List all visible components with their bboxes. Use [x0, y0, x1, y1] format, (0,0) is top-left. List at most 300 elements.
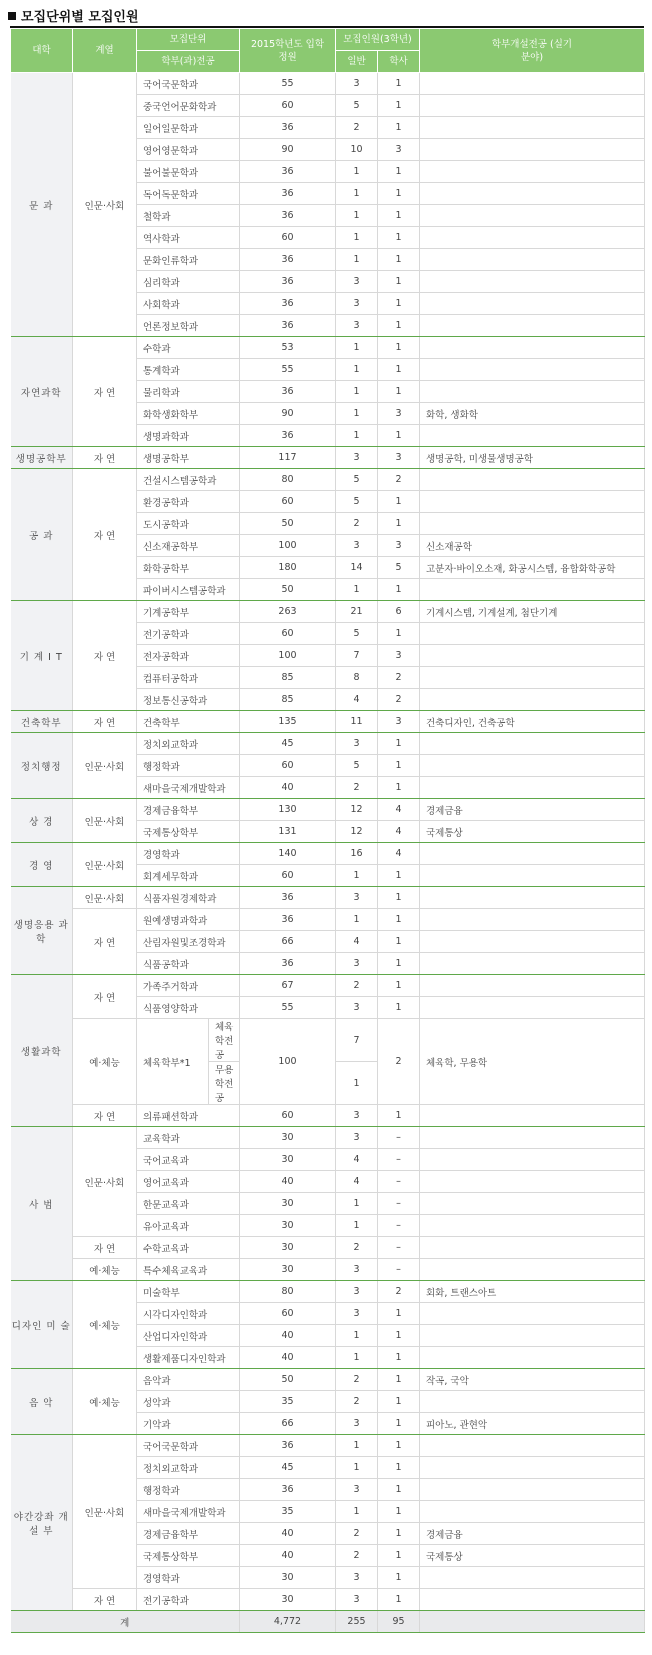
quota-cell: 66 — [240, 931, 336, 953]
majors-cell — [420, 645, 645, 667]
bachelor-cell: 1 — [378, 1435, 420, 1457]
general-cell: 1 — [336, 249, 378, 271]
general-cell: 3 — [336, 1567, 378, 1589]
college-cell: 자연과학 — [11, 337, 73, 447]
general-cell: 1 — [336, 425, 378, 447]
table-row — [11, 337, 645, 359]
college-cell: 생명공학부 — [11, 447, 73, 469]
quota-cell: 36 — [240, 161, 336, 183]
college-cell: 기 계 I T — [11, 601, 73, 711]
quota-cell: 36 — [240, 271, 336, 293]
dept-cell: 식품영양학과 — [137, 997, 240, 1019]
dept-cell: 경영학과 — [137, 1567, 240, 1589]
dept-cell: 영어교육과 — [137, 1171, 240, 1193]
college-cell: 음 악 — [11, 1369, 73, 1435]
majors-cell — [420, 1105, 645, 1127]
quota-cell: 30 — [240, 1589, 336, 1611]
general-cell: 2 — [336, 975, 378, 997]
majors-cell — [420, 887, 645, 909]
majors-cell — [420, 513, 645, 535]
general-cell: 1 — [336, 1215, 378, 1237]
track-cell: 인문·사회 — [73, 1127, 137, 1237]
majors-cell — [420, 1435, 645, 1457]
general-cell: 1 — [336, 1325, 378, 1347]
quota-cell: 60 — [240, 1303, 336, 1325]
general-cell: 1 — [336, 1435, 378, 1457]
total-bachelor: 95 — [378, 1611, 420, 1633]
dept-cell: 행정학과 — [137, 755, 240, 777]
majors-cell: 기계시스템, 기계설계, 첨단기계 — [420, 601, 645, 623]
bachelor-cell: – — [378, 1127, 420, 1149]
majors-cell — [420, 579, 645, 601]
bachelor-cell: 1 — [378, 777, 420, 799]
bachelor-cell: 1 — [378, 975, 420, 997]
header-general: 일반 — [336, 51, 378, 73]
general-cell: 3 — [336, 447, 378, 469]
dept-cell: 회계세무학과 — [137, 865, 240, 887]
dept-cell: 정치외교학과 — [137, 1457, 240, 1479]
quota-cell: 100 — [240, 535, 336, 557]
dept-cell: 전기공학과 — [137, 623, 240, 645]
table-row — [11, 1435, 645, 1457]
majors-cell — [420, 249, 645, 271]
majors-cell — [420, 315, 645, 337]
college-cell: 야간강좌 개 설 부 — [11, 1435, 73, 1611]
majors-cell — [420, 359, 645, 381]
bachelor-cell: 1 — [378, 1347, 420, 1369]
general-cell: 10 — [336, 139, 378, 161]
majors-cell: 고분자·바이오소재, 화공시스템, 융합화학공학 — [420, 557, 645, 579]
majors-cell — [420, 1391, 645, 1413]
general-cell: 2 — [336, 777, 378, 799]
dept-cell: 통계학과 — [137, 359, 240, 381]
quota-cell: 45 — [240, 1457, 336, 1479]
bachelor-cell: 1 — [378, 997, 420, 1019]
general-cell: 3 — [336, 1303, 378, 1325]
majors-cell — [420, 865, 645, 887]
bachelor-cell: 3 — [378, 447, 420, 469]
general-cell: 7 — [336, 645, 378, 667]
dept-cell: 파이버시스템공학과 — [137, 579, 240, 601]
bachelor-cell: 1 — [378, 315, 420, 337]
quota-cell: 263 — [240, 601, 336, 623]
bachelor-cell: 3 — [378, 645, 420, 667]
general-cell: 2 — [336, 513, 378, 535]
bachelor-cell: – — [378, 1149, 420, 1171]
bachelor-cell: 1 — [378, 425, 420, 447]
track-cell: 자 연 — [73, 1237, 137, 1259]
total-general: 255 — [336, 1611, 378, 1633]
quota-cell: 40 — [240, 1171, 336, 1193]
quota-cell: 36 — [240, 249, 336, 271]
quota-cell: 30 — [240, 1149, 336, 1171]
general-cell: 5 — [336, 623, 378, 645]
college-cell: 정치행정 — [11, 733, 73, 799]
dept-cell: 식품자원경제학과 — [137, 887, 240, 909]
bachelor-cell: 1 — [378, 271, 420, 293]
dept-cell: 교육학과 — [137, 1127, 240, 1149]
track-cell: 인문·사회 — [73, 733, 137, 799]
sub-dept-cell: 무용학전공 — [209, 1062, 240, 1105]
table-row — [11, 73, 645, 95]
college-cell: 생명응용 과 학 — [11, 887, 73, 975]
dept-cell: 국제통상학부 — [137, 821, 240, 843]
general-cell: 1 — [336, 161, 378, 183]
bachelor-cell: 2 — [378, 689, 420, 711]
general-cell: 1 — [336, 183, 378, 205]
track-cell: 인문·사회 — [73, 73, 137, 337]
bachelor-cell: 1 — [378, 249, 420, 271]
dept-cell: 역사학과 — [137, 227, 240, 249]
table-row — [11, 733, 645, 755]
dept-cell: 가족주거학과 — [137, 975, 240, 997]
dept-cell: 새마을국제개발학과 — [137, 777, 240, 799]
general-cell: 5 — [336, 469, 378, 491]
table-row — [11, 1019, 645, 1062]
college-cell: 상 경 — [11, 799, 73, 843]
general-cell: 1 — [336, 1062, 378, 1105]
dept-cell: 수학과 — [137, 337, 240, 359]
majors-cell — [420, 843, 645, 865]
quota-cell: 30 — [240, 1567, 336, 1589]
table-row — [11, 711, 645, 733]
total-quota: 4,772 — [240, 1611, 336, 1633]
dept-cell: 생명과학과 — [137, 425, 240, 447]
total-label: 계 — [11, 1611, 240, 1633]
college-cell: 경 영 — [11, 843, 73, 887]
table-row — [11, 469, 645, 491]
general-cell: 5 — [336, 95, 378, 117]
quota-cell: 100 — [240, 645, 336, 667]
bachelor-cell: 1 — [378, 1523, 420, 1545]
bachelor-cell: 1 — [378, 73, 420, 95]
general-cell: 3 — [336, 1589, 378, 1611]
majors-cell — [420, 1127, 645, 1149]
quota-cell: 67 — [240, 975, 336, 997]
quota-cell: 55 — [240, 997, 336, 1019]
bachelor-cell: 1 — [378, 381, 420, 403]
dept-cell: 한문교육과 — [137, 1193, 240, 1215]
quota-cell: 30 — [240, 1237, 336, 1259]
bachelor-cell: 1 — [378, 161, 420, 183]
bachelor-cell: 1 — [378, 1325, 420, 1347]
general-cell: 16 — [336, 843, 378, 865]
dept-cell: 생활제품디자인학과 — [137, 1347, 240, 1369]
general-cell: 3 — [336, 1413, 378, 1435]
quota-cell: 60 — [240, 95, 336, 117]
majors-cell — [420, 1193, 645, 1215]
track-cell: 자 연 — [73, 1105, 137, 1127]
table-row — [11, 799, 645, 821]
quota-cell: 36 — [240, 953, 336, 975]
quota-cell: 60 — [240, 1105, 336, 1127]
majors-cell — [420, 1457, 645, 1479]
bachelor-cell: 4 — [378, 799, 420, 821]
quota-cell: 30 — [240, 1193, 336, 1215]
general-cell: 11 — [336, 711, 378, 733]
dept-cell: 국어국문학과 — [137, 1435, 240, 1457]
majors-cell — [420, 689, 645, 711]
bachelor-cell: 1 — [378, 733, 420, 755]
general-cell: 3 — [336, 887, 378, 909]
general-cell: 1 — [336, 865, 378, 887]
dept-cell: 성악과 — [137, 1391, 240, 1413]
general-cell: 14 — [336, 557, 378, 579]
bachelor-cell: 1 — [378, 1567, 420, 1589]
dept-cell: 기계공학부 — [137, 601, 240, 623]
general-cell: 3 — [336, 953, 378, 975]
general-cell: 2 — [336, 1369, 378, 1391]
dept-cell: 국어교육과 — [137, 1149, 240, 1171]
dept-cell: 언론정보학과 — [137, 315, 240, 337]
dept-cell: 경제금융학부 — [137, 799, 240, 821]
quota-cell: 85 — [240, 667, 336, 689]
general-cell: 3 — [336, 73, 378, 95]
general-cell: 3 — [336, 535, 378, 557]
majors-cell — [420, 425, 645, 447]
bachelor-cell: – — [378, 1171, 420, 1193]
majors-cell — [420, 1325, 645, 1347]
bachelor-cell: 6 — [378, 601, 420, 623]
dept-cell: 원예생명과학과 — [137, 909, 240, 931]
quota-cell: 80 — [240, 1281, 336, 1303]
dept-cell: 철학과 — [137, 205, 240, 227]
header-dept: 학부(과)전공 — [137, 51, 240, 73]
majors-cell — [420, 1171, 645, 1193]
general-cell: 1 — [336, 337, 378, 359]
bachelor-cell: 1 — [378, 1105, 420, 1127]
college-cell: 건축학부 — [11, 711, 73, 733]
general-cell: 3 — [336, 997, 378, 1019]
quota-cell: 117 — [240, 447, 336, 469]
bachelor-cell: 1 — [378, 205, 420, 227]
quota-cell: 36 — [240, 315, 336, 337]
dept-cell: 의류패션학과 — [137, 1105, 240, 1127]
quota-cell: 50 — [240, 1369, 336, 1391]
bachelor-cell: 1 — [378, 1303, 420, 1325]
bachelor-cell: 1 — [378, 865, 420, 887]
general-cell: 3 — [336, 733, 378, 755]
bachelor-cell: 1 — [378, 491, 420, 513]
general-cell: 4 — [336, 689, 378, 711]
general-cell: 1 — [336, 227, 378, 249]
table-row — [11, 1105, 645, 1127]
college-cell: 사 범 — [11, 1127, 73, 1281]
bachelor-cell: 2 — [378, 1019, 420, 1105]
table-row — [11, 1259, 645, 1281]
dept-cell: 정보통신공학과 — [137, 689, 240, 711]
dept-cell: 경제금융학부 — [137, 1523, 240, 1545]
quota-cell: 50 — [240, 579, 336, 601]
general-cell: 3 — [336, 1281, 378, 1303]
header-quota: 2015학년도 입학정원 — [240, 29, 336, 73]
bachelor-cell: – — [378, 1215, 420, 1237]
dept-cell: 도시공학과 — [137, 513, 240, 535]
majors-cell: 신소재공학 — [420, 535, 645, 557]
dept-cell: 건축학부 — [137, 711, 240, 733]
total-majors — [420, 1611, 645, 1633]
quota-cell: 36 — [240, 1479, 336, 1501]
bachelor-cell: 1 — [378, 117, 420, 139]
majors-cell: 국제통상 — [420, 821, 645, 843]
bachelor-cell: – — [378, 1259, 420, 1281]
quota-cell: 30 — [240, 1259, 336, 1281]
majors-cell: 국제통상 — [420, 1545, 645, 1567]
majors-cell — [420, 183, 645, 205]
bachelor-cell: 1 — [378, 359, 420, 381]
table-row — [11, 1369, 645, 1391]
track-cell: 예·체능 — [73, 1369, 137, 1435]
track-cell: 자 연 — [73, 711, 137, 733]
majors-cell — [420, 491, 645, 513]
general-cell: 12 — [336, 821, 378, 843]
quota-cell: 135 — [240, 711, 336, 733]
quota-cell: 60 — [240, 623, 336, 645]
bachelor-cell: 1 — [378, 1479, 420, 1501]
majors-cell — [420, 271, 645, 293]
table-row — [11, 601, 645, 623]
quota-cell: 60 — [240, 227, 336, 249]
majors-cell — [420, 1501, 645, 1523]
header-bachelor: 학사 — [378, 51, 420, 73]
table-row — [11, 1589, 645, 1611]
general-cell: 2 — [336, 1391, 378, 1413]
sub-dept-cell: 체육학전공 — [209, 1019, 240, 1062]
quota-cell: 36 — [240, 887, 336, 909]
dept-cell: 화학생화학부 — [137, 403, 240, 425]
dept-cell: 체육학부*1 — [137, 1019, 209, 1105]
track-cell: 자 연 — [73, 469, 137, 601]
majors-cell — [420, 1303, 645, 1325]
majors-cell — [420, 95, 645, 117]
quota-cell: 90 — [240, 403, 336, 425]
majors-cell: 생명공학, 미생물생명공학 — [420, 447, 645, 469]
quota-cell: 30 — [240, 1127, 336, 1149]
bachelor-cell: 3 — [378, 711, 420, 733]
header-college: 대학 — [11, 29, 73, 73]
quota-cell: 90 — [240, 139, 336, 161]
dept-cell: 정치외교학과 — [137, 733, 240, 755]
dept-cell: 독어독문학과 — [137, 183, 240, 205]
bachelor-cell: 3 — [378, 139, 420, 161]
general-cell: 1 — [336, 909, 378, 931]
general-cell: 3 — [336, 1105, 378, 1127]
general-cell: 2 — [336, 1237, 378, 1259]
track-cell: 자 연 — [73, 975, 137, 1019]
quota-cell: 36 — [240, 293, 336, 315]
majors-cell — [420, 777, 645, 799]
dept-cell: 불어불문학과 — [137, 161, 240, 183]
bachelor-cell: 1 — [378, 337, 420, 359]
dept-cell: 화학공학부 — [137, 557, 240, 579]
track-cell: 자 연 — [73, 337, 137, 447]
general-cell: 5 — [336, 755, 378, 777]
general-cell: 3 — [336, 315, 378, 337]
general-cell: 2 — [336, 117, 378, 139]
quota-cell: 60 — [240, 491, 336, 513]
general-cell: 1 — [336, 1457, 378, 1479]
dept-cell: 물리학과 — [137, 381, 240, 403]
bachelor-cell: 2 — [378, 469, 420, 491]
majors-cell — [420, 667, 645, 689]
bachelor-cell: 1 — [378, 1413, 420, 1435]
bachelor-cell: 1 — [378, 755, 420, 777]
dept-cell: 경영학과 — [137, 843, 240, 865]
quota-cell: 36 — [240, 909, 336, 931]
quota-cell: 36 — [240, 183, 336, 205]
majors-cell — [420, 139, 645, 161]
quota-cell: 36 — [240, 381, 336, 403]
quota-cell: 85 — [240, 689, 336, 711]
majors-cell — [420, 931, 645, 953]
bachelor-cell: 1 — [378, 293, 420, 315]
majors-cell: 회화, 트랜스아트 — [420, 1281, 645, 1303]
track-cell: 자 연 — [73, 447, 137, 469]
majors-cell — [420, 117, 645, 139]
dept-cell: 산업디자인학과 — [137, 1325, 240, 1347]
majors-cell — [420, 997, 645, 1019]
table-row — [11, 975, 645, 997]
dept-cell: 일어일문학과 — [137, 117, 240, 139]
general-cell: 21 — [336, 601, 378, 623]
majors-cell: 피아노, 관현악 — [420, 1413, 645, 1435]
square-bullet-icon — [8, 12, 16, 20]
table-row — [11, 887, 645, 909]
table-row — [11, 1127, 645, 1149]
bachelor-cell: – — [378, 1193, 420, 1215]
quota-cell: 60 — [240, 865, 336, 887]
quota-cell: 40 — [240, 1325, 336, 1347]
majors-cell — [420, 733, 645, 755]
bachelor-cell: 1 — [378, 1501, 420, 1523]
dept-cell: 사회학과 — [137, 293, 240, 315]
majors-cell: 건축디자인, 건축공학 — [420, 711, 645, 733]
majors-cell — [420, 293, 645, 315]
bachelor-cell: 1 — [378, 953, 420, 975]
general-cell: 3 — [336, 1259, 378, 1281]
header-unit: 모집단위 — [137, 29, 240, 51]
general-cell: 1 — [336, 1347, 378, 1369]
majors-cell — [420, 623, 645, 645]
general-cell: 1 — [336, 381, 378, 403]
majors-cell — [420, 1567, 645, 1589]
bachelor-cell: 1 — [378, 579, 420, 601]
bachelor-cell: 1 — [378, 227, 420, 249]
bachelor-cell: 1 — [378, 1391, 420, 1413]
bachelor-cell: 1 — [378, 95, 420, 117]
general-cell: 2 — [336, 1523, 378, 1545]
dept-cell: 산림자원및조경학과 — [137, 931, 240, 953]
track-cell: 인문·사회 — [73, 1435, 137, 1589]
dept-cell: 영어영문학과 — [137, 139, 240, 161]
quota-cell: 36 — [240, 1435, 336, 1457]
general-cell: 1 — [336, 205, 378, 227]
majors-cell — [420, 161, 645, 183]
admission-table — [10, 28, 645, 1633]
quota-cell: 40 — [240, 1523, 336, 1545]
header-recruit: 모집인원(3학년) — [336, 29, 420, 51]
bachelor-cell: 1 — [378, 887, 420, 909]
majors-cell — [420, 1259, 645, 1281]
quota-cell: 140 — [240, 843, 336, 865]
general-cell: 8 — [336, 667, 378, 689]
table-row — [11, 447, 645, 469]
bachelor-cell: 1 — [378, 183, 420, 205]
majors-cell — [420, 469, 645, 491]
total-row — [11, 1611, 645, 1633]
majors-cell — [420, 953, 645, 975]
general-cell: 3 — [336, 271, 378, 293]
